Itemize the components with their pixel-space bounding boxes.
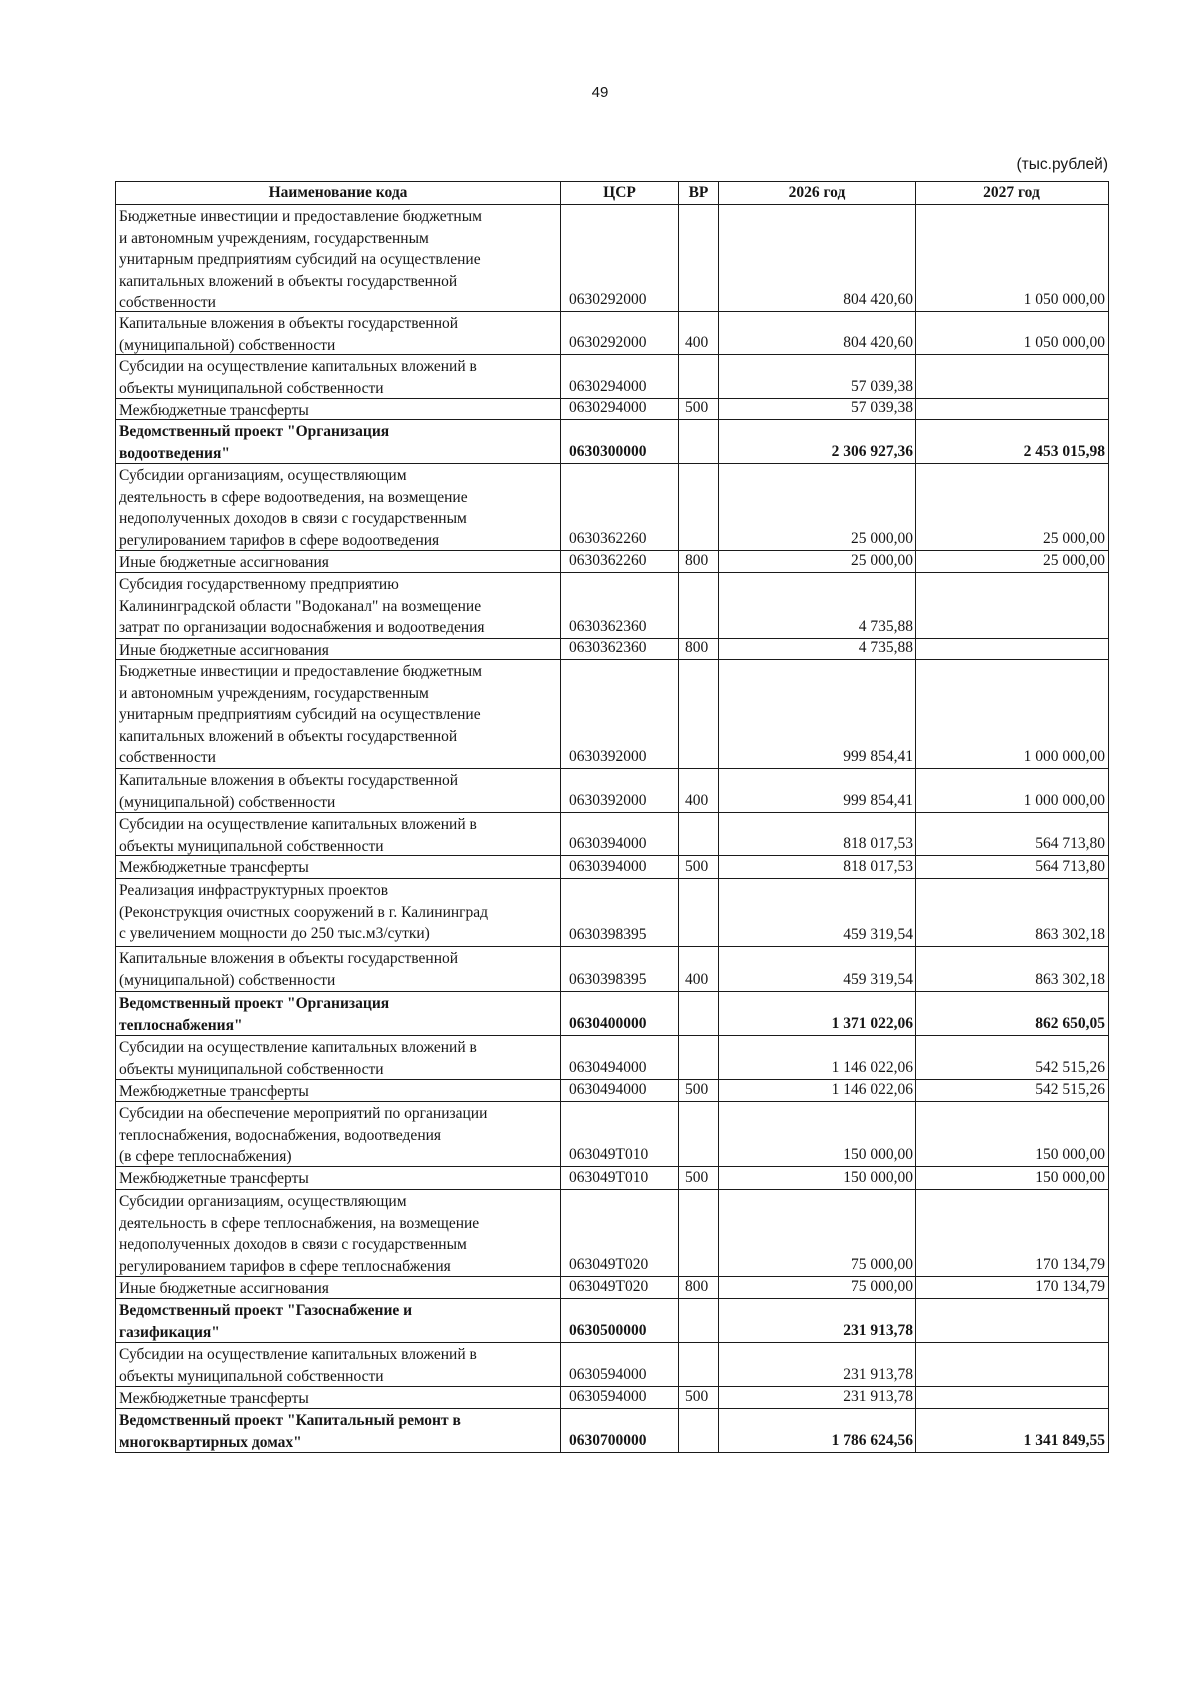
header-vr: ВР — [679, 182, 719, 204]
csr-cell: 0630400000 — [561, 992, 679, 1035]
csr-cell: 0630294000 — [561, 355, 679, 398]
csr-cell: 0630362260 — [561, 464, 679, 550]
table-row — [116, 1343, 1108, 1387]
csr-cell: 0630300000 — [561, 420, 679, 463]
amount-2027-cell — [916, 1299, 1107, 1342]
name-cell: Иные бюджетные ассигнования — [116, 639, 561, 659]
amount-2027-cell: 542 515,26 — [1035, 1058, 1105, 1076]
name-cell: Субсидии на осуществление капитальных вложений в объекты муниципальной собственности — [116, 813, 561, 855]
amount-2026-cell: 231 913,78 — [719, 1387, 916, 1408]
amount-2026-cell: 818 017,53 — [719, 813, 916, 855]
name-cell: Ведомственный проект "Организация теплоснабжения" — [116, 992, 561, 1035]
name-cell: Субсидии организациям, осуществляющим деятельность в сфере водоотведения, на возмещение недополученных доходов в связи с государственным регулированием тарифов в сфере водоотведения — [116, 464, 561, 550]
amount-2026-cell: 459 319,54 — [719, 879, 916, 946]
amount-2026-cell: 75 000,00 — [719, 1277, 916, 1298]
table-row — [116, 1277, 1108, 1299]
vr-cell — [679, 1102, 719, 1166]
vr-cell: 800 — [679, 1277, 719, 1298]
name-cell: Субсидии на обеспечение мероприятий по организации теплоснабжения, водоснабжения, водоотведения (в сфере теплоснабжения) — [116, 1102, 561, 1166]
amount-2026-cell: 25 000,00 — [719, 464, 916, 550]
vr-cell — [679, 355, 719, 398]
amount-2027-cell: 25 000,00 — [1043, 551, 1105, 569]
table-row — [116, 769, 1108, 813]
amount-2026-cell: 1 146 022,06 — [719, 1036, 916, 1079]
vr-cell — [679, 464, 719, 550]
name-cell: Субсидии организациям, осуществляющим деятельность в сфере теплоснабжения, на возмещение недополученных доходов в связи с государственным регулированием тарифов в сфере теплоснабжения — [116, 1190, 561, 1276]
vr-cell — [679, 992, 719, 1035]
amount-2026-cell: 1 146 022,06 — [719, 1080, 916, 1101]
table-row — [116, 420, 1108, 464]
amount-2027-cell — [916, 355, 1107, 398]
csr-cell: 0630362260 — [561, 551, 679, 572]
table-row — [116, 1036, 1108, 1080]
csr-cell: 0630494000 — [561, 1080, 679, 1101]
vr-cell — [679, 660, 719, 768]
vr-cell: 800 — [679, 639, 719, 659]
amount-2026-cell: 999 854,41 — [719, 660, 916, 768]
csr-cell: 0630292000 — [561, 312, 679, 354]
vr-cell — [679, 1190, 719, 1276]
table-row — [116, 1080, 1108, 1102]
header-csr: ЦСР — [561, 182, 679, 204]
vr-cell: 500 — [679, 399, 719, 419]
amount-2027-cell — [916, 573, 1107, 638]
table-row — [116, 879, 1108, 947]
vr-cell: 500 — [679, 1167, 719, 1189]
csr-cell: 0630392000 — [561, 769, 679, 812]
table-row — [116, 1299, 1108, 1343]
vr-cell — [679, 1036, 719, 1079]
amount-2027-cell: 564 713,80 — [1035, 857, 1105, 875]
amount-2026-cell: 804 420,60 — [719, 312, 916, 354]
table-row — [116, 1167, 1108, 1190]
vr-cell — [679, 1343, 719, 1386]
amount-2027-cell — [916, 399, 1107, 419]
amount-2027-cell: 150 000,00 — [1035, 1168, 1105, 1186]
amount-2027-cell: 1 341 849,55 — [1023, 1431, 1105, 1449]
name-cell: Субсидии на осуществление капитальных вложений в объекты муниципальной собственности — [116, 1343, 561, 1386]
amount-2026-cell: 150 000,00 — [719, 1102, 916, 1166]
table-row — [116, 947, 1108, 992]
amount-2026-cell: 999 854,41 — [719, 769, 916, 812]
name-cell: Субсидии на осуществление капитальных вложений в объекты муниципальной собственности — [116, 1036, 561, 1079]
csr-cell: 0630292000 — [561, 205, 679, 311]
table-body — [116, 205, 1108, 1453]
table-row — [116, 464, 1108, 551]
table-row — [116, 573, 1108, 639]
csr-cell: 0630494000 — [561, 1036, 679, 1079]
header-name: Наименование кода — [116, 182, 561, 204]
amount-2027-cell — [916, 1387, 1107, 1408]
name-cell: Межбюджетные трансферты — [116, 1387, 561, 1408]
csr-cell: 0630294000 — [561, 399, 679, 419]
amount-2027-cell: 862 650,05 — [1035, 1014, 1105, 1032]
csr-cell: 063049Т010 — [561, 1167, 679, 1189]
table-row — [116, 1387, 1108, 1409]
amount-2027-cell: 150 000,00 — [1035, 1145, 1105, 1163]
vr-cell: 500 — [679, 1080, 719, 1101]
amount-2027-cell: 1 000 000,00 — [1023, 747, 1105, 765]
amount-2026-cell: 459 319,54 — [719, 947, 916, 991]
name-cell: Межбюджетные трансферты — [116, 1080, 561, 1101]
amount-2027-cell: 1 050 000,00 — [1023, 333, 1105, 351]
vr-cell — [679, 420, 719, 463]
table-row — [116, 1409, 1108, 1453]
amount-2027-cell: 1 000 000,00 — [1023, 791, 1105, 809]
amount-2027-cell: 564 713,80 — [1035, 834, 1105, 852]
csr-cell: 0630392000 — [561, 660, 679, 768]
name-cell: Бюджетные инвестиции и предоставление бюджетным и автономным учреждениям, государственным унитарным предприятиям субсидий на осуществление капитальных вложений в объекты государственной собственности — [116, 660, 561, 768]
amount-2026-cell: 57 039,38 — [719, 355, 916, 398]
amount-2026-cell: 4 735,88 — [719, 639, 916, 659]
amount-2027-cell: 542 515,26 — [1035, 1080, 1105, 1098]
table-row — [116, 205, 1108, 312]
name-cell: Межбюджетные трансферты — [116, 399, 561, 419]
vr-cell: 400 — [679, 947, 719, 991]
csr-cell: 0630398395 — [561, 879, 679, 946]
csr-cell: 063049Т010 — [561, 1102, 679, 1166]
table-row — [116, 992, 1108, 1036]
name-cell: Иные бюджетные ассигнования — [116, 1277, 561, 1298]
name-cell: Реализация инфраструктурных проектов (Реконструкция очистных сооружений в г. Калининград с увеличением мощности до 250 тыс.м3/сутки) — [116, 879, 561, 946]
name-cell: Капитальные вложения в объекты государственной (муниципальной) собственности — [116, 769, 561, 812]
vr-cell — [679, 1409, 719, 1452]
amount-2026-cell: 150 000,00 — [719, 1167, 916, 1189]
budget-table — [115, 181, 1109, 1453]
table-row — [116, 856, 1108, 879]
header-2026: 2026 год — [719, 182, 916, 204]
name-cell: Ведомственный проект "Газоснабжение и газификация" — [116, 1299, 561, 1342]
amount-2026-cell: 818 017,53 — [719, 856, 916, 878]
name-cell: Иные бюджетные ассигнования — [116, 551, 561, 572]
amount-2027-cell — [916, 639, 1107, 659]
amount-2026-cell: 1 786 624,56 — [719, 1409, 916, 1452]
vr-cell: 400 — [679, 769, 719, 812]
csr-cell: 0630362360 — [561, 639, 679, 659]
csr-cell: 0630700000 — [561, 1409, 679, 1452]
amount-2026-cell: 1 371 022,06 — [719, 992, 916, 1035]
vr-cell: 500 — [679, 1387, 719, 1408]
amount-2026-cell: 75 000,00 — [719, 1190, 916, 1276]
vr-cell — [679, 879, 719, 946]
name-cell: Ведомственный проект "Капитальный ремонт в многоквартирных домах" — [116, 1409, 561, 1452]
table-row — [116, 312, 1108, 355]
table-header — [116, 182, 1108, 205]
name-cell: Субсидия государственному предприятию Калининградской области "Водоканал" на возмещение затрат по организации водоснабжения и водоотведения — [116, 573, 561, 638]
vr-cell: 500 — [679, 856, 719, 878]
amount-2027-cell: 25 000,00 — [1043, 529, 1105, 547]
amount-2026-cell: 25 000,00 — [719, 551, 916, 572]
amount-2027-cell: 2 453 015,98 — [1023, 442, 1105, 460]
csr-cell: 0630500000 — [561, 1299, 679, 1342]
header-2027: 2027 год — [983, 184, 1040, 202]
table-row — [116, 1102, 1108, 1167]
amount-2026-cell: 231 913,78 — [719, 1299, 916, 1342]
vr-cell — [679, 813, 719, 855]
name-cell: Межбюджетные трансферты — [116, 856, 561, 878]
amount-2027-cell: 863 302,18 — [1035, 925, 1105, 943]
vr-cell — [679, 1299, 719, 1342]
amount-2026-cell: 231 913,78 — [719, 1343, 916, 1386]
csr-cell: 0630594000 — [561, 1387, 679, 1408]
csr-cell: 0630394000 — [561, 856, 679, 878]
csr-cell: 0630398395 — [561, 947, 679, 991]
amount-2027-cell — [916, 1343, 1107, 1386]
name-cell: Субсидии на осуществление капитальных вложений в объекты муниципальной собственности — [116, 355, 561, 398]
name-cell: Ведомственный проект "Организация водоотведения" — [116, 420, 561, 463]
amount-2027-cell: 863 302,18 — [1035, 970, 1105, 988]
amount-2027-cell: 170 134,79 — [1035, 1255, 1105, 1273]
amount-2027-cell: 170 134,79 — [1035, 1277, 1105, 1295]
name-cell: Межбюджетные трансферты — [116, 1167, 561, 1189]
table-row — [116, 639, 1108, 660]
csr-cell: 063049Т020 — [561, 1277, 679, 1298]
page-number: 49 — [591, 84, 609, 101]
table-row — [116, 355, 1108, 399]
name-cell: Бюджетные инвестиции и предоставление бюджетным и автономным учреждениям, государственным унитарным предприятиям субсидий на осуществление капитальных вложений в объекты государственной собственности — [116, 205, 561, 311]
units-note: (тыс.рублей) — [1016, 156, 1108, 173]
vr-cell — [679, 205, 719, 311]
amount-2026-cell: 2 306 927,36 — [719, 420, 916, 463]
table-row — [116, 660, 1108, 769]
vr-cell: 400 — [679, 312, 719, 354]
amount-2026-cell: 804 420,60 — [719, 205, 916, 311]
table-row — [116, 399, 1108, 420]
name-cell: Капитальные вложения в объекты государственной (муниципальной) собственности — [116, 312, 561, 354]
name-cell: Капитальные вложения в объекты государственной (муниципальной) собственности — [116, 947, 561, 991]
amount-2027-cell: 1 050 000,00 — [1023, 290, 1105, 308]
vr-cell: 800 — [679, 551, 719, 572]
csr-cell: 063049Т020 — [561, 1190, 679, 1276]
amount-2026-cell: 4 735,88 — [719, 573, 916, 638]
csr-cell: 0630394000 — [561, 813, 679, 855]
table-row — [116, 813, 1108, 856]
csr-cell: 0630362360 — [561, 573, 679, 638]
table-row — [116, 551, 1108, 573]
table-row — [116, 1190, 1108, 1277]
csr-cell: 0630594000 — [561, 1343, 679, 1386]
vr-cell — [679, 573, 719, 638]
amount-2026-cell: 57 039,38 — [719, 399, 916, 419]
